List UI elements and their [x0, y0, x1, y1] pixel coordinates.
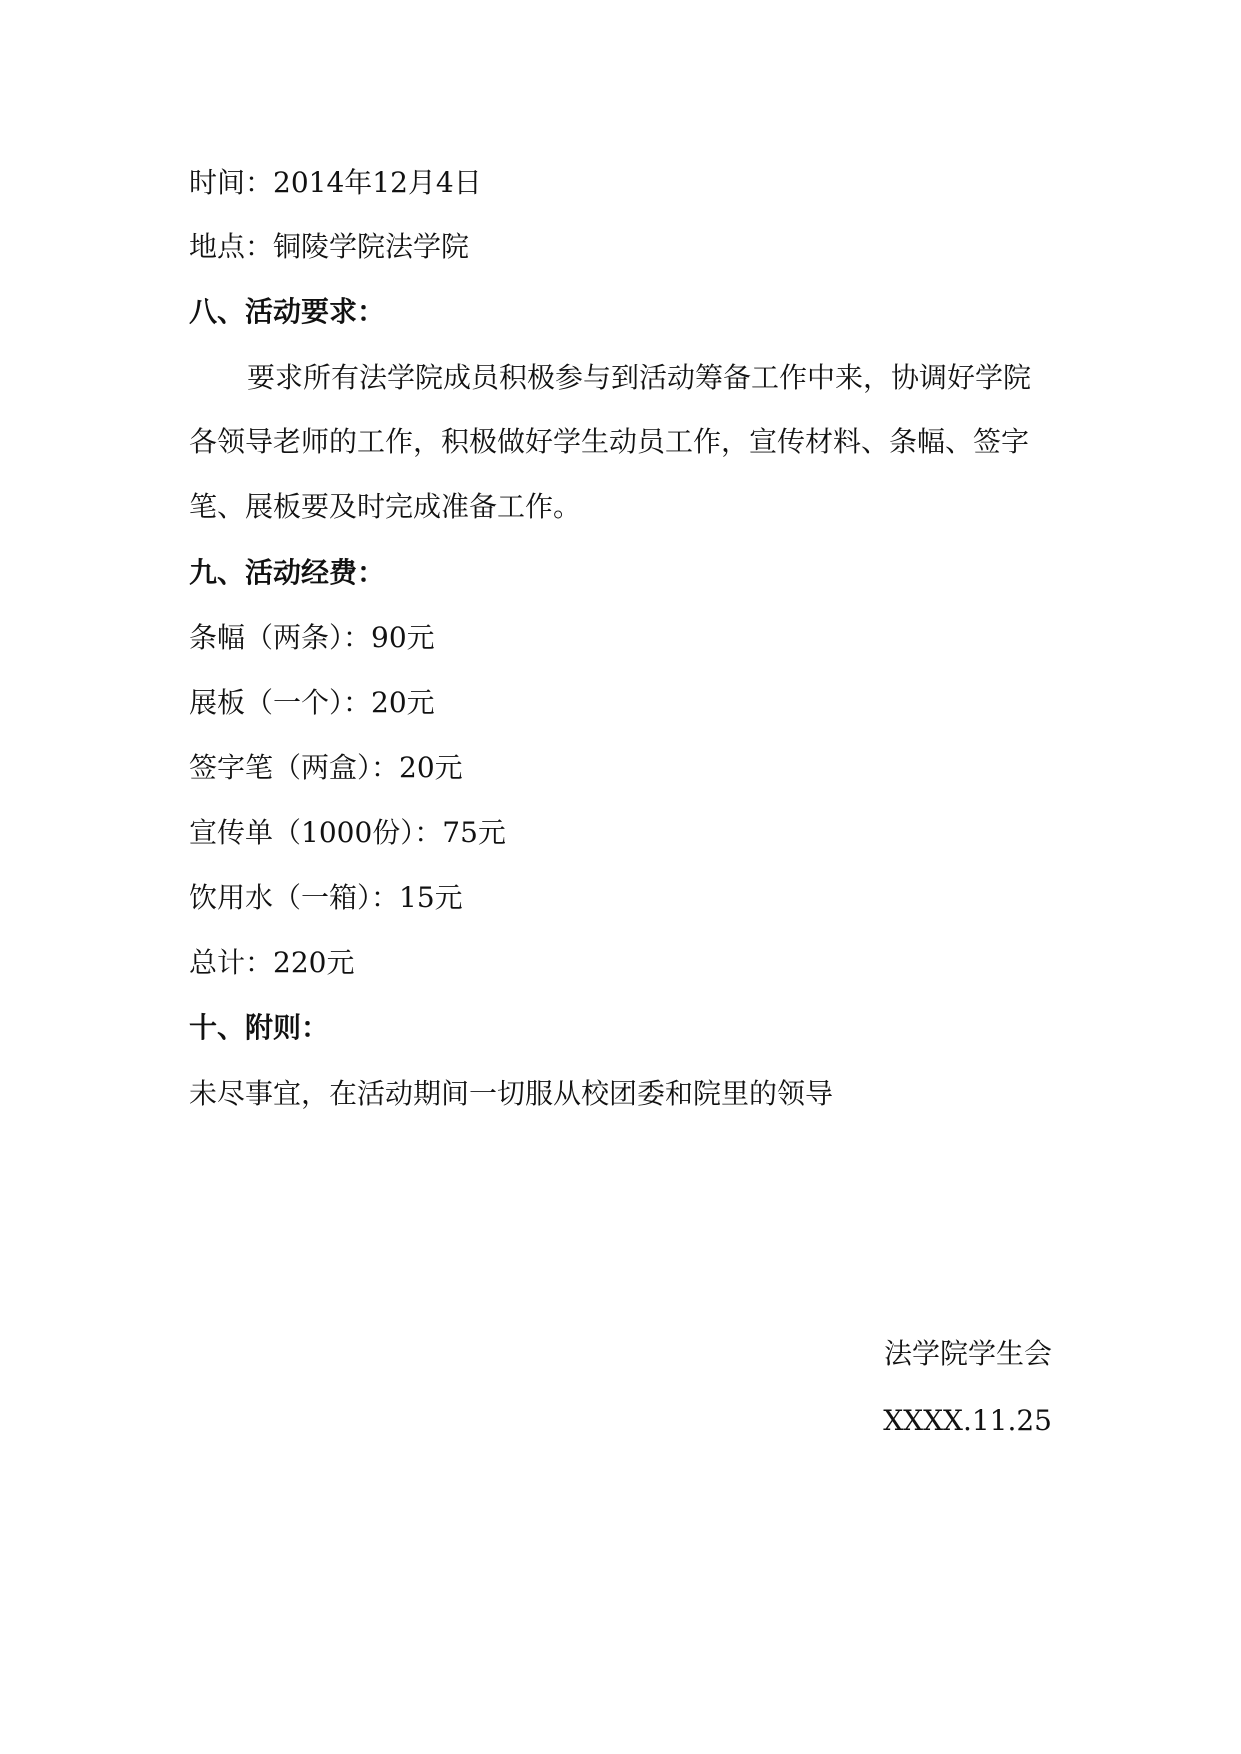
section-10-heading: 十、附则： — [189, 1011, 330, 1044]
time-line: 时间：2014年12月4日 — [189, 166, 482, 199]
signature-organization: 法学院学生会 — [883, 1337, 1052, 1370]
signature-date: XXXX.11.25 — [883, 1404, 1052, 1437]
section-9-heading: 九、活动经费： — [189, 556, 386, 589]
budget-item: 饮用水（一箱）：15元 — [189, 881, 463, 914]
section-8-paragraph-line-3: 笔、展板要及时完成准备工作。 — [189, 490, 582, 523]
budget-item: 展板（一个）：20元 — [189, 686, 435, 719]
budget-item: 签字笔（两盒）：20元 — [189, 751, 463, 784]
section-8-paragraph-line-1: 要求所有法学院成员积极参与到活动筹备工作中来，协调好学院 — [247, 361, 1032, 394]
section-10-text: 未尽事宜，在活动期间一切服从校团委和院里的领导 — [189, 1077, 834, 1110]
budget-total: 总计：220元 — [189, 946, 355, 979]
section-8-paragraph-line-2: 各领导老师的工作，积极做好学生动员工作，宣传材料、条幅、签字 — [189, 425, 1030, 458]
budget-item: 条幅（两条）：90元 — [189, 621, 435, 654]
place-line: 地点：铜陵学院法学院 — [189, 230, 470, 263]
section-8-heading: 八、活动要求： — [189, 295, 386, 328]
budget-item: 宣传单（1000份）：75元 — [189, 816, 506, 849]
